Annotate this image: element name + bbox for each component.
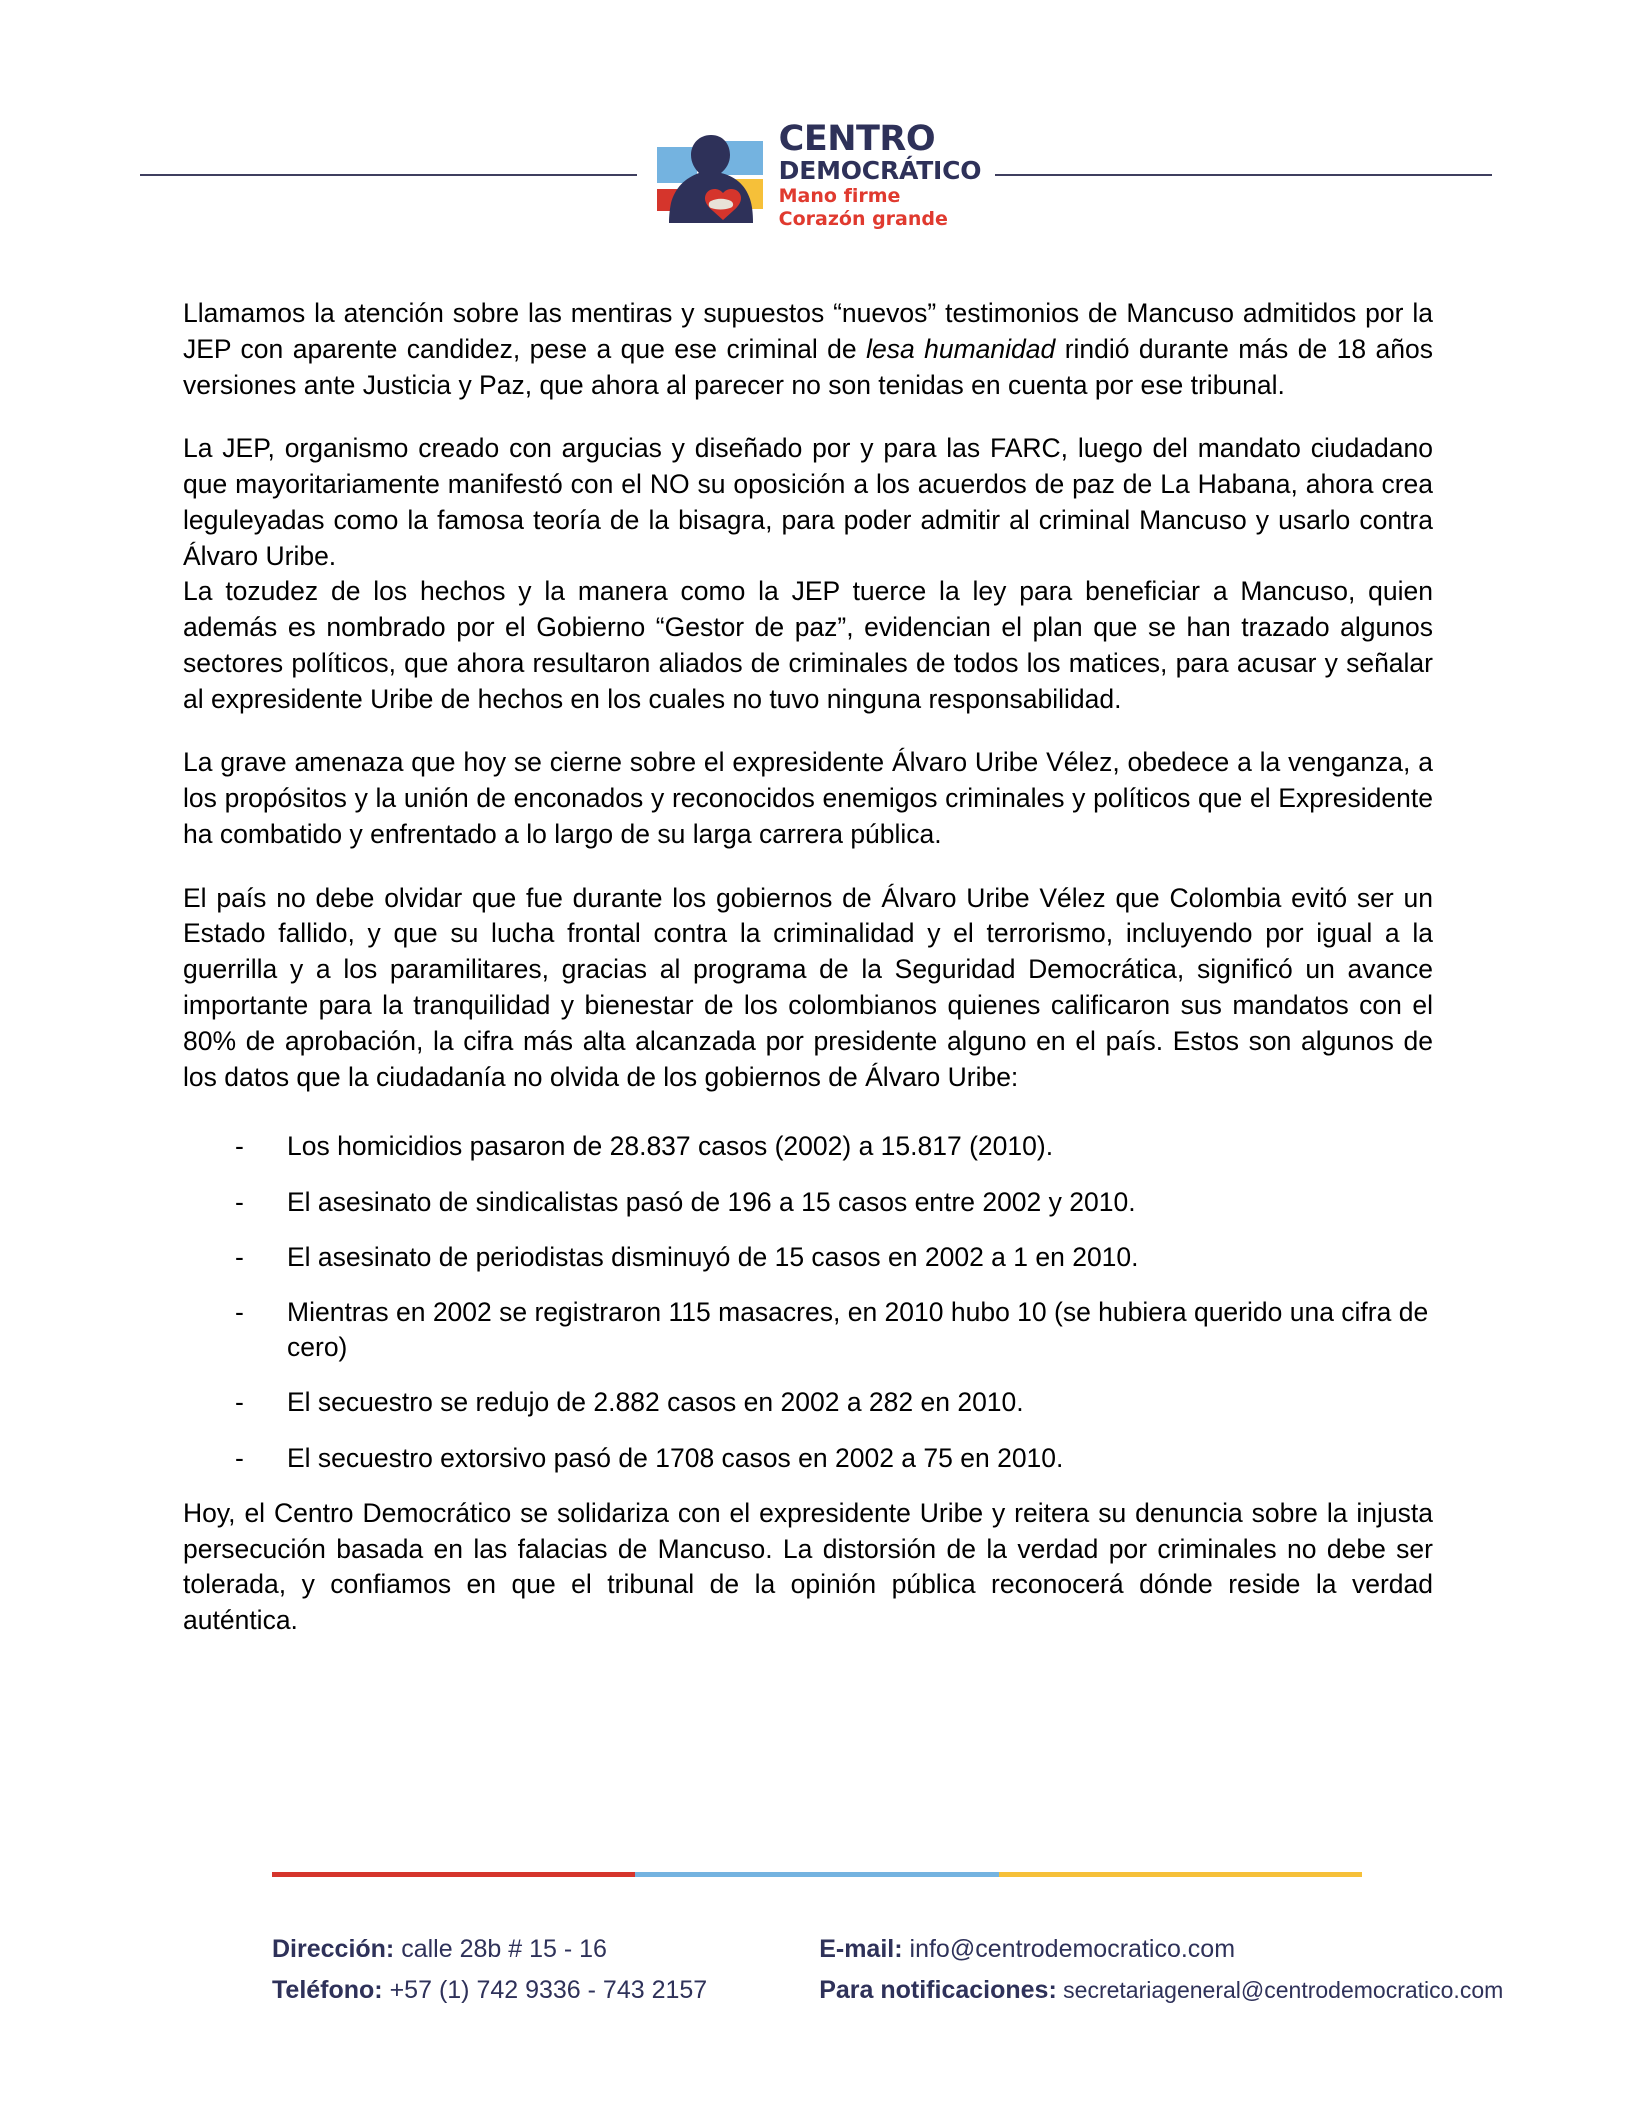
document-footer [0, 1872, 1632, 2012]
footer-column-right [819, 1929, 1503, 2012]
paragraph-1-emphasis: lesa humanidad [866, 333, 1056, 364]
footer-column-left [272, 1929, 707, 2012]
brand-slogan-line2: Corazón grande [778, 207, 948, 230]
footer-notifications-value[interactable]: secretariageneral@centrodemocratico.com [1056, 1977, 1504, 2004]
footer-notifications-line [819, 1970, 1503, 2011]
footer-email-label: E-mail: [819, 1935, 903, 1963]
footer-email-line [819, 1929, 1503, 1970]
footer-bar-yellow [999, 1872, 1362, 1877]
paragraph-3: La tozudez de los hechos y la manera como la JEP tuerce la ley para beneficiar a Mancuso, quien además es nombrado por el Gobierno “Gestor de paz”, evidencian el plan que se han trazado algunos sectores políticos, que ahora resultaron aliados de criminales de todos los matices, para acusar y señalar al expresidente Uribe de hechos en los cuales no tuvo ninguna responsabilidad. [183, 576, 1433, 714]
brand-logo [637, 118, 996, 230]
footer-address-label: Dirección: [272, 1935, 395, 1963]
list-item: - El asesinato de periodistas disminuyó de 15 casos en 2002 a 1 en 2010. [235, 1240, 1433, 1275]
header-rule-left [140, 174, 637, 176]
brand-slogan-line1: Mano firme [778, 184, 901, 207]
footer-color-rule [272, 1872, 1362, 1877]
paragraph-1-tail: rindió durante más de 18 años versiones ante Justicia y Paz, que ahora al parecer no son tenidas en cuenta por ese tribunal. [183, 333, 1433, 400]
paragraph-5: El país no debe olvidar que fue durante los gobiernos de Álvaro Uribe Vélez que Colombia evitó ser un Estado fallido, y que su lucha frontal contra la criminalidad y el terrorismo, incluyendo por igual a la guerrilla y a los paramilitares, gracias al programa de la Seguridad Democrática, significó un avance importante para la tranquilidad y bienestar de los colombianos quienes calificaron sus mandatos con el 80% de aprobación, la cifra más alta alcanzada por presidente alguno en el país. Estos son algunos de los datos que la ciudadanía no olvida de los gobiernos de Álvaro Uribe: [183, 882, 1433, 1092]
statistics-list [183, 1129, 1433, 1476]
brand-name-line1: CENTRO [778, 118, 936, 159]
footer-bar-red [272, 1872, 635, 1877]
footer-phone-label: Teléfono: [272, 1976, 383, 2005]
footer-contact-columns [0, 1929, 1632, 2012]
centro-democratico-logo-icon [651, 127, 769, 223]
footer-email-value[interactable]: info@centrodemocratico.com [902, 1935, 1236, 1963]
list-item: - El secuestro se redujo de 2.882 casos en 2002 a 282 en 2010. [235, 1385, 1433, 1420]
list-item: - El asesinato de sindicalistas pasó de 196 a 15 casos entre 2002 y 2010. [235, 1185, 1433, 1220]
list-item: - El secuestro extorsivo pasó de 1708 casos en 2002 a 75 en 2010. [235, 1441, 1433, 1476]
footer-notifications-label: Para notificaciones: [819, 1976, 1057, 2005]
brand-name-line2: DEMOCRÁTICO [778, 155, 982, 185]
footer-address-value: calle 28b # 15 - 16 [394, 1935, 607, 1963]
brand-wordmark [778, 118, 982, 230]
header-rule-right [995, 174, 1492, 176]
paragraph-4: La grave amenaza que hoy se cierne sobre el expresidente Álvaro Uribe Vélez, obedece a la venganza, a los propósitos y la unión de enconados y reconocidos enemigos criminales y políticos que el Expresidente ha combatido y enfrentado a lo largo de su larga carrera pública. [183, 747, 1433, 849]
paragraph-1 [183, 296, 1433, 403]
paragraph-6: Hoy, el Centro Democrático se solidariza con el expresidente Uribe y reitera su denuncia sobre la injusta persecución basada en las falacias de Mancuso. La distorsión de la verdad por criminales no debe ser tolerada, y confiamos en que el tribunal de la opinión pública reconocerá dónde reside la verdad auténtica. [183, 1497, 1433, 1636]
footer-address-line [272, 1929, 707, 1970]
list-item: - Mientras en 2002 se registraron 115 masacres, en 2010 hubo 10 (se hubiera querido una cifra de cero) [235, 1295, 1433, 1365]
paragraph-2: La JEP, organismo creado con argucias y diseñado por y para las FARC, luego del mandato ciudadano que mayoritariamente manifestó con el NO su oposición a los acuerdos de paz de La Habana, ahora crea leguleyadas como la famosa teoría de la bisagra, para poder admitir al criminal Mancuso y usarlo contra Álvaro Uribe. [183, 433, 1433, 571]
footer-bar-blue [635, 1872, 998, 1877]
document-header [0, 120, 1632, 230]
document-body [183, 296, 1433, 1667]
paragraph-1-lead: Llamamos la atención sobre las mentiras y supuestos “nuevos” testimonios de Mancuso admitidos por la JEP con aparente candidez, pese a que ese criminal de [183, 298, 1433, 364]
footer-phone-line [272, 1970, 707, 2011]
footer-phone-value: +57 (1) 742 9336 - 743 2157 [382, 1976, 708, 2005]
list-item: - Los homicidios pasaron de 28.837 casos (2002) a 15.817 (2010). [235, 1129, 1433, 1164]
